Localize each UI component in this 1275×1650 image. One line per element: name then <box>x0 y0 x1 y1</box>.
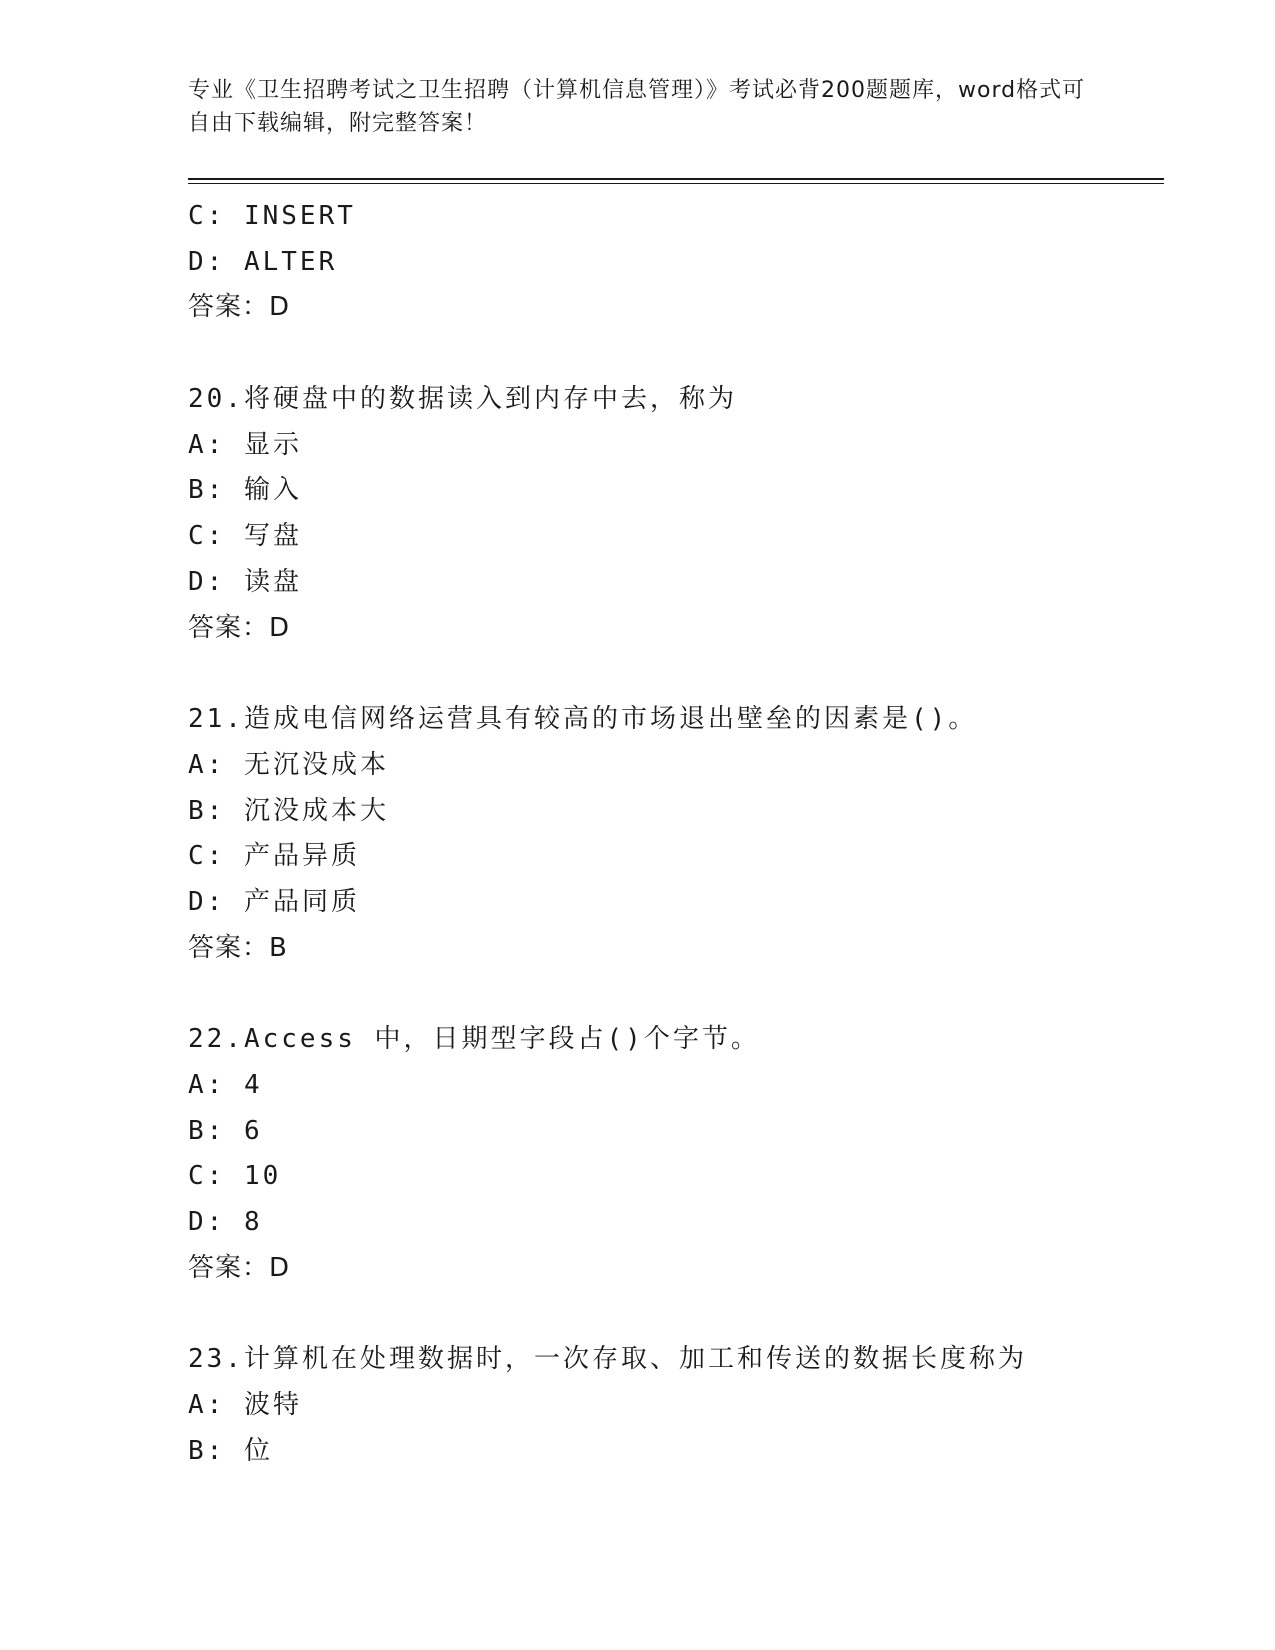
question-stem: 23.计算机在处理数据时，一次存取、加工和传送的数据长度称为 <box>188 1344 1027 1375</box>
spacer <box>188 331 1168 377</box>
answer: 答案：D <box>188 612 291 643</box>
spacer <box>188 1291 1168 1337</box>
option-a: A: 无沉没成本 <box>188 749 389 780</box>
spacer <box>188 971 1168 1017</box>
question-23 <box>188 1337 1168 1474</box>
question-stem: 21.造成电信网络运营具有较高的市场退出壁垒的因素是()。 <box>188 704 978 735</box>
option-c: C: 写盘 <box>188 521 302 552</box>
option-b: B: 输入 <box>188 475 302 506</box>
option-b: B: 6 <box>188 1115 263 1146</box>
question-20 <box>188 377 1168 651</box>
answer: 答案：D <box>188 292 291 323</box>
option-b: B: 位 <box>188 1435 273 1466</box>
partial-question <box>188 194 1168 331</box>
option-d: D: 产品同质 <box>188 886 360 917</box>
header-divider-thin <box>188 183 1164 184</box>
spacer <box>188 651 1168 697</box>
question-stem: 20.将硬盘中的数据读入到内存中去，称为 <box>188 384 737 415</box>
question-21 <box>188 697 1168 971</box>
option-a: A: 显示 <box>188 429 302 460</box>
question-22 <box>188 1017 1168 1291</box>
option-a: A: 4 <box>188 1070 263 1100</box>
answer: 答案：D <box>188 1252 291 1283</box>
document-title: 专业《卫生招聘考试之卫生招聘（计算机信息管理）》考试必背200题题库，word格式可自由下载编辑，附完整答案！ <box>188 78 1086 136</box>
option-d: D: ALTER <box>188 246 338 277</box>
question-list <box>188 194 1168 1475</box>
header-divider <box>188 178 1164 180</box>
option-d: D: 读盘 <box>188 566 302 597</box>
document-header <box>188 74 1088 140</box>
answer: 答案：B <box>188 932 288 963</box>
option-c: C: 产品异质 <box>188 841 360 872</box>
question-stem: 22.Access 中，日期型字段占()个字节。 <box>188 1024 760 1055</box>
option-b: B: 沉没成本大 <box>188 795 389 826</box>
option-c: C: INSERT <box>188 201 356 231</box>
option-a: A: 波特 <box>188 1390 302 1421</box>
option-d: D: 8 <box>188 1207 263 1238</box>
option-c: C: 10 <box>188 1161 282 1192</box>
